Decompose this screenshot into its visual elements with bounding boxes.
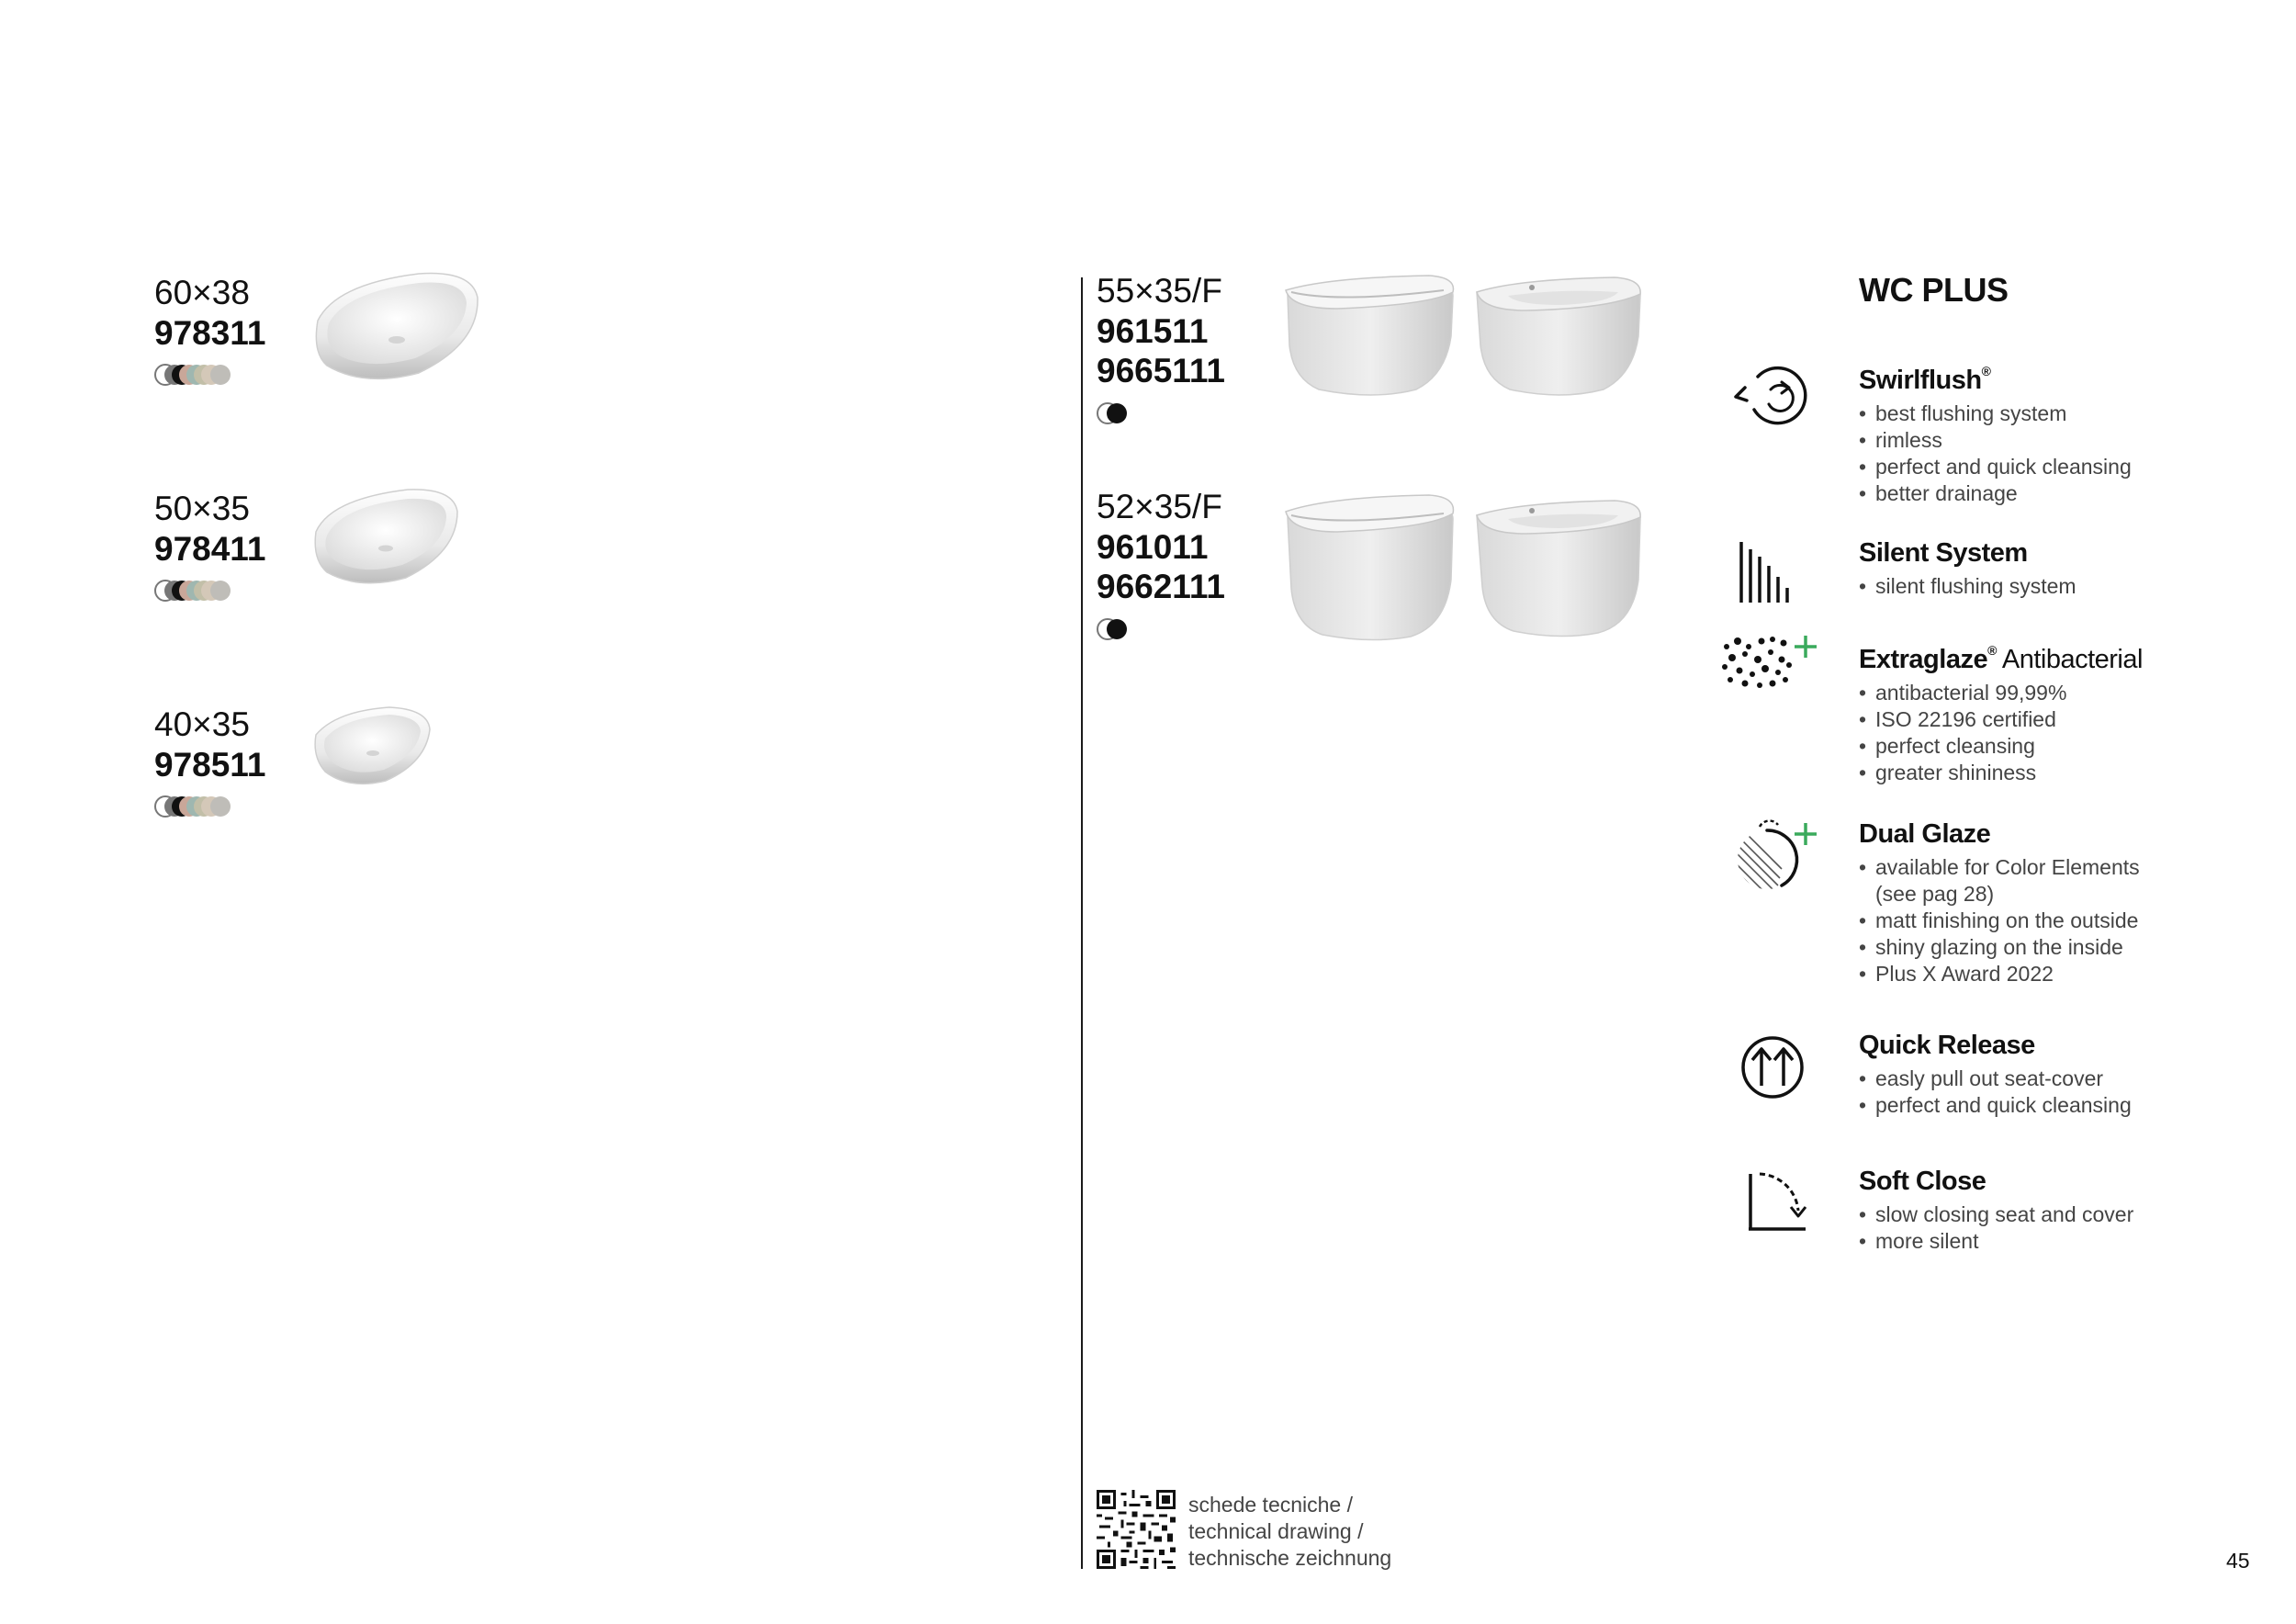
wc-size: 55×35/F [1097,272,1222,310]
basin-image [309,270,483,389]
feature-bullet: • more silent [1859,1228,2245,1255]
feature-bullet: • perfect and quick cleansing [1859,1092,2245,1119]
wc-55x35 [1097,272,1666,446]
caption-line: technical drawing / [1188,1519,1364,1543]
basin-50x35 [154,490,522,600]
feature-bullet: • silent flushing system [1859,573,2245,600]
wc-52x35 [1097,488,1666,662]
swirl-icon [1717,355,1828,437]
page-number: 45 [2226,1549,2250,1573]
feature-bullet: • Plus X Award 2022 [1859,961,2245,987]
feature-bullet: • shiny glazing on the inside [1859,934,2245,961]
color-swatches [154,578,233,603]
basin-code: 978311 [154,314,266,352]
feature-bullet: • perfect cleansing [1859,733,2245,760]
feature-bullet: • best flushing system [1859,400,2245,427]
color-swatches [1097,400,1133,426]
feature-bullets [1859,1066,2245,1119]
feature-title: Dual Glaze [1859,819,1991,849]
caption-line: technische zeichnung [1188,1546,1392,1570]
wc-hung-image [1282,272,1457,400]
wc-code: 961011 [1097,528,1209,566]
feature-bullet: • ISO 22196 certified [1859,706,2245,733]
basin-code: 978511 [154,746,266,784]
caption-line: schede tecniche / [1188,1493,1354,1517]
quick-release-icon [1717,1029,1828,1111]
soft-close-icon [1717,1165,1828,1247]
feature-bullets [1859,854,2245,987]
column-divider [1081,277,1083,1569]
feature-title: Silent System [1859,538,2028,568]
feature-bullet: • slow closing seat and cover [1859,1201,2245,1228]
dual-glaze-icon [1717,818,1828,900]
silent-bars-icon [1717,536,1828,619]
bidet-code: 9665111 [1097,352,1225,389]
wc-code: 961511 [1097,312,1209,350]
basin-40x35 [154,705,522,816]
feature-bullet: • greater shininess [1859,760,2245,786]
feature-title: Swirlflush® [1859,364,1991,395]
feature-bullets [1859,573,2245,600]
bidet-hung-image [1471,272,1646,400]
color-swatches [154,794,233,819]
feature-bullet: • better drainage [1859,480,2245,507]
feature-bullet: • easly pull out seat-cover [1859,1066,2245,1092]
feature-bullet: (see pag 28) [1875,882,1995,906]
feature-bullets [1859,680,2245,786]
bidet-code: 9662111 [1097,568,1225,605]
bidet-floor-image [1471,488,1646,644]
qr-code[interactable] [1097,1490,1176,1569]
feature-bullet: • matt finishing on the outside [1859,908,2245,934]
feature-title: Quick Release [1859,1031,2035,1060]
basin-size: 40×35 [154,705,250,743]
basin-image [309,702,437,794]
wc-size: 52×35/F [1097,488,1222,525]
feature-bullet: • antibacterial 99,99% [1859,680,2245,706]
feature-bullet: • available for Color Elements [1859,854,2245,881]
feature-bullet: • rimless [1859,427,2245,454]
basin-size: 50×35 [154,490,250,527]
features-title: WC PLUS [1859,271,2009,309]
wc-floor-image [1282,488,1457,644]
basin-image [309,486,465,596]
feature-title: Extraglaze® Antibacterial [1859,643,2143,674]
basin-size: 60×38 [154,274,250,311]
basin-60x38 [154,274,522,384]
basin-code: 978411 [154,530,266,568]
feature-bullet: • perfect and quick cleansing [1859,454,2245,480]
dots-plus-icon [1717,634,1828,716]
feature-bullets [1859,1201,2245,1255]
color-swatches [1097,616,1133,642]
technical-drawing-caption [1188,1492,1391,1572]
feature-title: Soft Close [1859,1167,1986,1196]
feature-bullets [1859,400,2245,507]
color-swatches [154,362,233,388]
